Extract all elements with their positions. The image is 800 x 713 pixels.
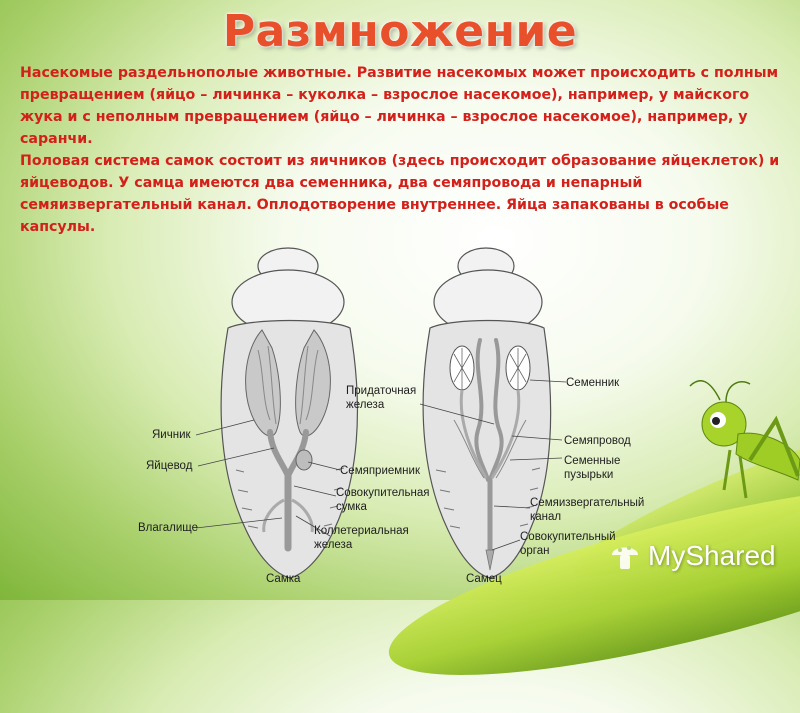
label-ejac-line1: Семяизвергательный	[530, 497, 645, 509]
label-accessory-line2: железа	[346, 399, 385, 411]
caption-male: Самец	[466, 573, 502, 585]
male-testis-right	[506, 346, 530, 390]
label-ejac-line2: канал	[530, 511, 562, 523]
label-spermatheca: Семяприемник	[340, 465, 420, 477]
label-testis: Семенник	[566, 377, 620, 389]
mushroom-logo-icon	[608, 539, 642, 573]
watermark	[608, 536, 788, 576]
label-colleterial-line1: Коллетериальная	[314, 525, 409, 537]
caption-female: Самка	[266, 573, 301, 585]
label-oviduct: Яйцевод	[146, 460, 193, 472]
label-vesicle-line2: пузырьки	[564, 469, 614, 481]
male-testis-left	[450, 346, 474, 390]
paragraph-reproductive-system: Половая система самок состоит из яичников (здесь происходит образование яйцеклеток) и яйцеводов. У самца имеются два семенника, два семяпровода и непарный семяизвергательный канал. Оплодотворение внутреннее. Яйца запакованы в особые капсулы.	[20, 153, 780, 235]
label-colleterial-line2: железа	[314, 539, 353, 551]
watermark-text: MyShared	[648, 540, 776, 571]
label-vagina: Влагалище	[138, 522, 198, 534]
label-organ-line1: Совокупительный	[520, 531, 616, 543]
female-diagram	[138, 248, 429, 585]
label-bursa-line2: сумка	[336, 501, 367, 513]
label-accessory-line1: Придаточная	[346, 385, 417, 397]
grasshopper-icon	[680, 380, 800, 510]
label-bursa-line1: Совокупительная	[336, 487, 430, 499]
label-ovary: Яичник	[152, 429, 191, 441]
label-vas-deferens: Семяпровод	[564, 435, 631, 447]
paragraph-development: Насекомые раздельнополые животные. Развитие насекомых может происходить с полным превращением (яйцо – личинка – куколка – взрослое насекомое), например, у майского жука и с неполным превращением (яйцо – личинка – взрослое насекомое), например, у саранчи.	[20, 65, 779, 147]
female-spermatheca	[296, 450, 312, 470]
label-vesicle-line1: Семенные	[564, 455, 621, 467]
label-organ-line2: орган	[520, 545, 550, 557]
slide-title: Размножение	[222, 6, 578, 57]
